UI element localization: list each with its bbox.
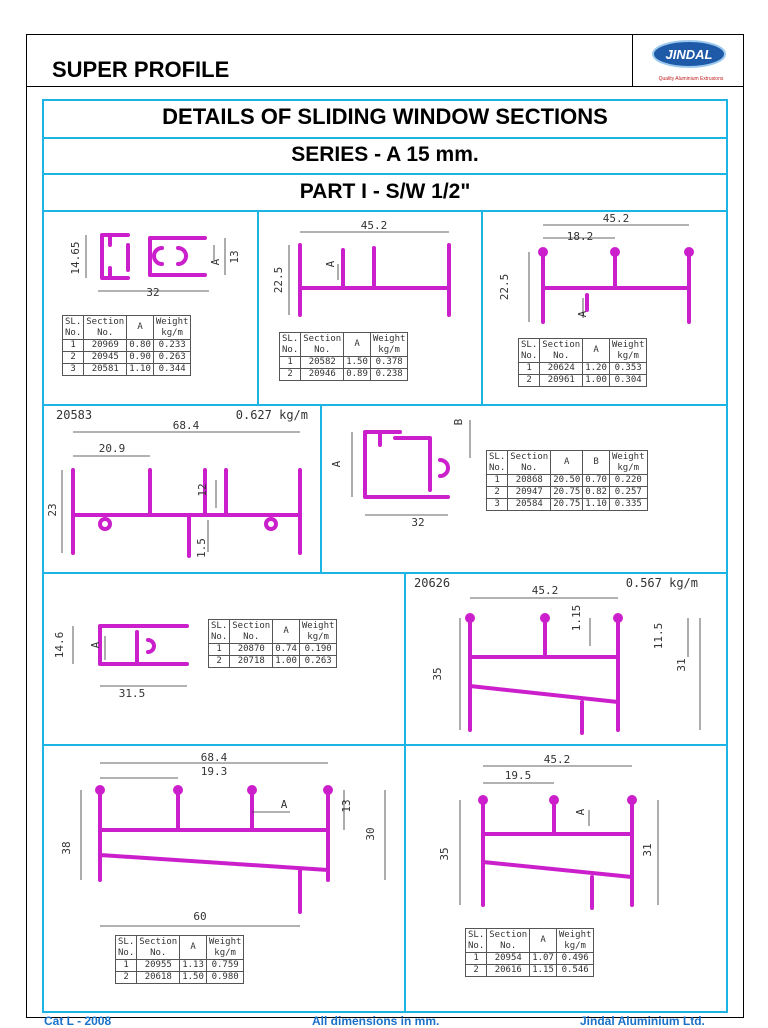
main-title: DETAILS OF SLIDING WINDOW SECTIONS bbox=[162, 104, 608, 129]
dim-text: 23 bbox=[46, 503, 59, 517]
table-cell: 20868 bbox=[508, 475, 551, 487]
table-row bbox=[487, 475, 648, 487]
table-cell: 2 bbox=[466, 965, 487, 977]
table-cell: 1 bbox=[466, 953, 487, 965]
table-cell: 1.10 bbox=[127, 364, 154, 376]
table-cell: 20955 bbox=[137, 960, 180, 972]
table-cell: 0.344 bbox=[153, 364, 191, 376]
dim-text: 68.4 bbox=[200, 751, 228, 764]
table-row bbox=[466, 965, 594, 977]
table-cell: 1.07 bbox=[530, 953, 557, 965]
dim-text: A bbox=[574, 808, 587, 816]
table-header-cell: Section No. bbox=[540, 339, 583, 363]
table-header-cell: Section No. bbox=[137, 936, 180, 960]
profile-bulb bbox=[612, 249, 618, 255]
table-cell: 0.335 bbox=[609, 499, 647, 511]
dim-text: 22.5 bbox=[498, 273, 511, 301]
table-cell: 2 bbox=[63, 352, 84, 364]
table-cell: 20945 bbox=[84, 352, 127, 364]
table-cell: 0.759 bbox=[206, 960, 244, 972]
table-cell: 1.20 bbox=[583, 363, 610, 375]
table-cell: 20624 bbox=[540, 363, 583, 375]
dim-text: 12 bbox=[196, 483, 209, 497]
table-cell: 0.90 bbox=[127, 352, 154, 364]
profile-bulb bbox=[325, 787, 331, 793]
table-row bbox=[209, 644, 337, 656]
profile-bulb bbox=[249, 787, 255, 793]
dim-text: 31 bbox=[675, 658, 688, 672]
table-header-row bbox=[209, 620, 337, 644]
table-header-row bbox=[519, 339, 647, 363]
table-cell: 1 bbox=[519, 363, 540, 375]
dim-text: 32 bbox=[411, 516, 425, 529]
table-header-cell: Weight kg/m bbox=[609, 451, 647, 475]
profile-groove bbox=[266, 519, 276, 529]
table-cell: 0.263 bbox=[299, 656, 337, 668]
table-cell: 20946 bbox=[301, 369, 344, 381]
dim-text: A bbox=[89, 641, 102, 649]
table-cell: 20582 bbox=[301, 357, 344, 369]
table-header-cell: Weight kg/m bbox=[153, 316, 191, 340]
profile-bulb bbox=[615, 615, 621, 621]
table-header-cell: SL. No. bbox=[63, 316, 84, 340]
dim-text: 1.15 bbox=[570, 604, 583, 632]
table-row bbox=[63, 352, 191, 364]
table-cell: 2 bbox=[519, 375, 540, 387]
profile-bulb bbox=[540, 249, 546, 255]
profile-bulb bbox=[480, 797, 486, 803]
table-header-cell: A bbox=[551, 451, 583, 475]
table-cell: 1 bbox=[487, 475, 508, 487]
table-cell: 20718 bbox=[230, 656, 273, 668]
dim-text: 1.5 bbox=[195, 538, 208, 558]
dim-text: 13 bbox=[340, 799, 353, 813]
table-cell: 20584 bbox=[508, 499, 551, 511]
profile-bulb bbox=[467, 615, 473, 621]
table-header-cell: Weight kg/m bbox=[556, 929, 594, 953]
table-cell: 0.74 bbox=[273, 644, 300, 656]
table-cell: 0.238 bbox=[370, 369, 408, 381]
dim-text: 60 bbox=[193, 910, 207, 923]
table-cell: 1.13 bbox=[180, 960, 207, 972]
section-table bbox=[279, 332, 408, 381]
table-cell: 0.263 bbox=[153, 352, 191, 364]
table-header-cell: A bbox=[530, 929, 557, 953]
table-cell: 20616 bbox=[487, 965, 530, 977]
table-cell: 0.496 bbox=[556, 953, 594, 965]
table-header-cell: A bbox=[273, 620, 300, 644]
table-cell: 1.10 bbox=[583, 499, 610, 511]
logo-text: JINDAL bbox=[665, 47, 713, 62]
section-table bbox=[115, 935, 244, 984]
dim-text: 11.5 bbox=[652, 622, 665, 650]
footer-company: Jindal Aluminium Ltd. bbox=[580, 1014, 705, 1028]
table-cell: 20870 bbox=[230, 644, 273, 656]
profile-groove bbox=[100, 519, 110, 529]
table-header-cell: A bbox=[127, 316, 154, 340]
table-cell: 0.80 bbox=[127, 340, 154, 352]
profile-bulb bbox=[551, 797, 557, 803]
table-header-cell: Weight kg/m bbox=[370, 333, 408, 357]
table-cell: 0.220 bbox=[609, 475, 647, 487]
dim-text: 38 bbox=[60, 841, 73, 855]
table-row bbox=[116, 960, 244, 972]
dim-text: 31.5 bbox=[118, 687, 146, 700]
part-title: PART I - S/W 1/2" bbox=[299, 180, 471, 203]
dim-text: 30 bbox=[364, 827, 377, 841]
section-number: 20583 bbox=[56, 408, 93, 422]
table-cell: 0.980 bbox=[206, 972, 244, 984]
table-row bbox=[209, 656, 337, 668]
table-cell: 20.75 bbox=[551, 487, 583, 499]
table-cell: 3 bbox=[63, 364, 84, 376]
table-row bbox=[487, 487, 648, 499]
footer-units: All dimensions in mm. bbox=[312, 1014, 440, 1028]
table-cell: 0.353 bbox=[609, 363, 647, 375]
table-cell: 20.75 bbox=[551, 499, 583, 511]
table-cell: 1.15 bbox=[530, 965, 557, 977]
table-header-cell: Weight kg/m bbox=[299, 620, 337, 644]
footer-catalog: Cat L - 2008 bbox=[44, 1014, 112, 1028]
table-cell: 1.00 bbox=[583, 375, 610, 387]
table-header-cell: Section No. bbox=[301, 333, 344, 357]
section-table bbox=[486, 450, 648, 511]
table-header-row bbox=[116, 936, 244, 960]
profile-bulb bbox=[97, 787, 103, 793]
dim-text: 31 bbox=[641, 843, 654, 857]
profile-bulb bbox=[686, 249, 692, 255]
table-cell: 2 bbox=[487, 487, 508, 499]
table-row bbox=[63, 340, 191, 352]
dim-text: 18.2 bbox=[566, 230, 594, 243]
table-cell: 2 bbox=[116, 972, 137, 984]
table-header-row bbox=[487, 451, 648, 475]
table-header-cell: SL. No. bbox=[116, 936, 137, 960]
table-header-cell: Weight kg/m bbox=[609, 339, 647, 363]
table-cell: 0.82 bbox=[583, 487, 610, 499]
section-table bbox=[465, 928, 594, 977]
dim-text: A bbox=[209, 258, 222, 266]
profile-bulb bbox=[629, 797, 635, 803]
table-cell: 1.00 bbox=[273, 656, 300, 668]
table-cell: 2 bbox=[280, 369, 301, 381]
table-header-cell: SL. No. bbox=[487, 451, 508, 475]
table-cell: 20961 bbox=[540, 375, 583, 387]
table-header-row bbox=[280, 333, 408, 357]
table-cell: 0.257 bbox=[609, 487, 647, 499]
section-weight: 0.627 kg/m bbox=[235, 408, 308, 422]
table-header-cell: Section No. bbox=[230, 620, 273, 644]
table-cell: 3 bbox=[487, 499, 508, 511]
table-cell: 1.50 bbox=[344, 357, 371, 369]
table-cell: 20969 bbox=[84, 340, 127, 352]
table-row bbox=[63, 364, 191, 376]
table-row bbox=[280, 357, 408, 369]
table-cell: 1 bbox=[116, 960, 137, 972]
table-cell: 20.50 bbox=[551, 475, 583, 487]
table-header-cell: SL. No. bbox=[466, 929, 487, 953]
section-number: 20626 bbox=[414, 576, 451, 590]
table-cell: 0.546 bbox=[556, 965, 594, 977]
table-header-row bbox=[466, 929, 594, 953]
table-cell: 0.190 bbox=[299, 644, 337, 656]
section-table bbox=[518, 338, 647, 387]
table-row bbox=[519, 375, 647, 387]
table-cell: 20618 bbox=[137, 972, 180, 984]
table-header-row bbox=[63, 316, 191, 340]
table-cell: 1.50 bbox=[180, 972, 207, 984]
profile-bulb bbox=[542, 615, 548, 621]
dim-text: 22.5 bbox=[272, 266, 285, 294]
section-table bbox=[208, 619, 337, 668]
dim-text: 68.4 bbox=[172, 419, 200, 432]
table-header-cell: A bbox=[583, 339, 610, 363]
table-cell: 20581 bbox=[84, 364, 127, 376]
dim-text: A bbox=[576, 310, 589, 318]
dim-text: 35 bbox=[438, 847, 451, 861]
table-cell: 1 bbox=[280, 357, 301, 369]
table-row bbox=[519, 363, 647, 375]
dim-text: B bbox=[452, 418, 465, 426]
dim-text: A bbox=[324, 260, 337, 268]
dim-text: 20.9 bbox=[98, 442, 126, 455]
table-header-cell: SL. No. bbox=[280, 333, 301, 357]
dim-text: 45.2 bbox=[531, 584, 559, 597]
dim-text: 14.6 bbox=[53, 631, 66, 659]
dim-text: 45.2 bbox=[602, 212, 630, 225]
table-header-cell: Weight kg/m bbox=[206, 936, 244, 960]
table-header-cell: A bbox=[344, 333, 371, 357]
dim-text: 32 bbox=[146, 286, 160, 299]
profile-bulb bbox=[175, 787, 181, 793]
table-header-cell: Section No. bbox=[84, 316, 127, 340]
table-row bbox=[116, 972, 244, 984]
dim-text: 14.65 bbox=[69, 241, 82, 275]
dim-text: 45.2 bbox=[360, 219, 388, 232]
table-row bbox=[466, 953, 594, 965]
table-row bbox=[487, 499, 648, 511]
table-cell: 0.304 bbox=[609, 375, 647, 387]
table-cell: 0.70 bbox=[583, 475, 610, 487]
table-cell: 20954 bbox=[487, 953, 530, 965]
table-cell: 1 bbox=[63, 340, 84, 352]
table-cell: 0.378 bbox=[370, 357, 408, 369]
table-cell: 20947 bbox=[508, 487, 551, 499]
dim-text: A bbox=[280, 798, 288, 811]
table-cell: 2 bbox=[209, 656, 230, 668]
logo-tagline: Quality Aluminium Extrusions bbox=[658, 76, 724, 82]
dim-text: 19.3 bbox=[200, 765, 228, 778]
table-header-cell: A bbox=[180, 936, 207, 960]
dim-text: 45.2 bbox=[543, 753, 571, 766]
table-row bbox=[280, 369, 408, 381]
table-header-cell: B bbox=[583, 451, 610, 475]
dim-text: 35 bbox=[431, 667, 444, 681]
section-table bbox=[62, 315, 191, 376]
page-title: SUPER PROFILE bbox=[52, 57, 230, 82]
dim-text: A bbox=[330, 460, 343, 468]
table-header-cell: SL. No. bbox=[209, 620, 230, 644]
table-header-cell: Section No. bbox=[487, 929, 530, 953]
dim-text: 19.5 bbox=[504, 769, 532, 782]
table-cell: 0.233 bbox=[153, 340, 191, 352]
series-title: SERIES - A 15 mm. bbox=[291, 143, 479, 166]
dim-text: 13 bbox=[228, 250, 241, 264]
table-cell: 0.89 bbox=[344, 369, 371, 381]
section-weight: 0.567 kg/m bbox=[625, 576, 698, 590]
table-cell: 1 bbox=[209, 644, 230, 656]
table-header-cell: Section No. bbox=[508, 451, 551, 475]
table-header-cell: SL. No. bbox=[519, 339, 540, 363]
